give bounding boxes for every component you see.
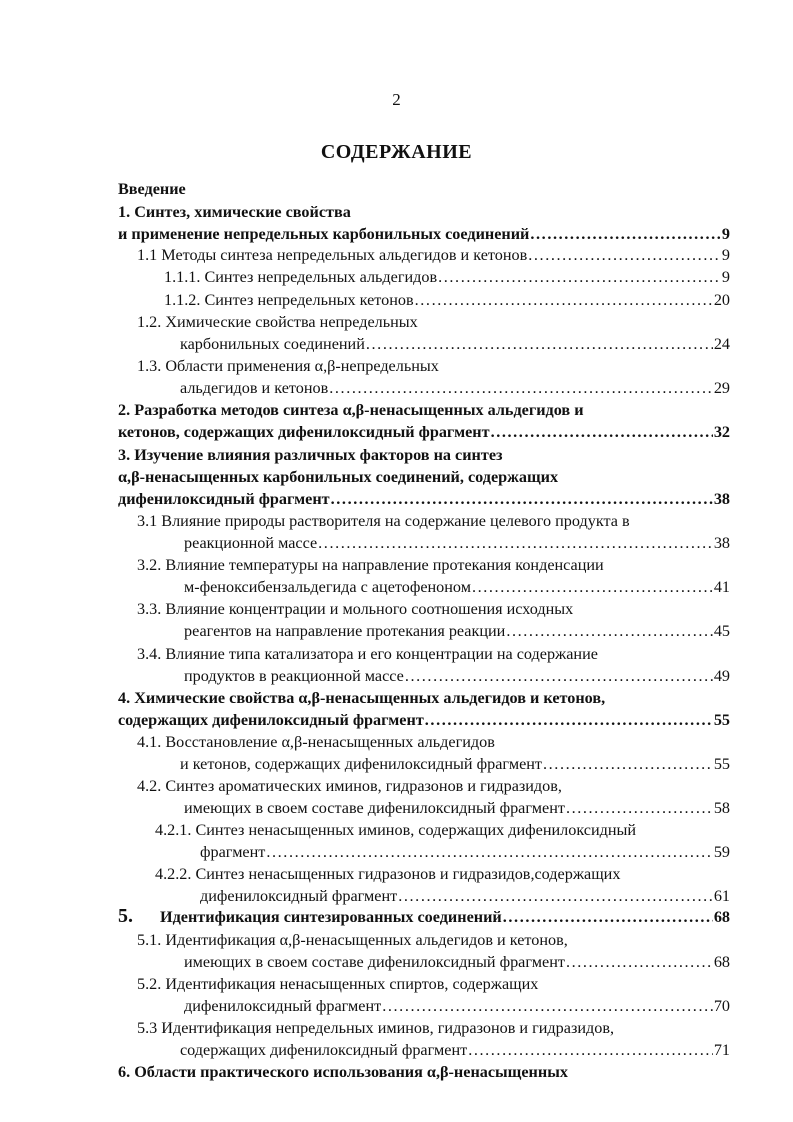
toc-page-number: 45 <box>713 622 730 640</box>
toc-entry <box>180 753 730 775</box>
toc-page-number: 20 <box>713 291 730 309</box>
toc-line <box>0 266 793 288</box>
toc-entry <box>164 266 730 288</box>
toc-entry-title: 4.1. Восстановление α,β-ненасыщенных альдегидов <box>137 733 495 751</box>
toc-entry-title: содержащих дифенилоксидный фрагмент <box>180 1041 468 1059</box>
toc-entry-title: 2. Разработка методов синтеза α,β-ненасыщенных альдегидов и <box>118 401 584 419</box>
toc-page-number: 68 <box>713 908 730 926</box>
toc-chapter-number: 5. <box>118 905 133 927</box>
toc-line <box>0 709 793 731</box>
toc-line <box>0 421 793 443</box>
toc-entry-title: фрагмент <box>200 843 266 861</box>
toc-line <box>0 929 793 951</box>
toc-entry-title: 4.2.2. Синтез ненасыщенных гидразонов и гидразидов,содержащих <box>155 865 621 883</box>
toc-dot-leader <box>425 709 713 731</box>
toc-dot-leader <box>438 266 721 288</box>
toc-entry-title: м-феноксибензальдегида с ацетофеноном <box>184 578 471 596</box>
toc-dot-leader <box>530 223 721 245</box>
toc-entry <box>118 421 730 443</box>
toc-dot-leader <box>329 377 713 399</box>
toc-entry <box>137 244 730 266</box>
toc-entry <box>184 665 730 687</box>
toc-entry-title: кетонов, содержащих дифенилоксидный фрагмент <box>118 423 490 441</box>
toc-line <box>0 885 793 907</box>
toc-line <box>0 554 793 576</box>
toc-entry <box>180 1039 730 1061</box>
toc-entry <box>164 289 730 311</box>
toc-entry <box>200 885 730 907</box>
toc-dot-leader <box>415 289 713 311</box>
toc-dot-leader <box>468 1039 713 1061</box>
toc-page-number: 9 <box>721 268 730 286</box>
toc-entry-title: 5.2. Идентификация ненасыщенных спиртов, содержащих <box>137 975 539 993</box>
toc-line <box>0 753 793 775</box>
toc-page-number: 55 <box>713 755 730 773</box>
toc-line <box>0 598 793 620</box>
toc-entry <box>180 377 730 399</box>
toc-line <box>0 178 793 200</box>
toc-page-number: 70 <box>713 997 730 1015</box>
toc-entry-title: 1.2. Химические свойства непредельных <box>137 313 418 331</box>
toc-entry <box>184 797 730 819</box>
toc-line <box>0 1039 793 1061</box>
toc-entry <box>184 576 730 598</box>
toc-line <box>0 620 793 642</box>
toc-line <box>0 665 793 687</box>
toc-dot-leader <box>491 421 713 443</box>
toc-dot-leader <box>382 995 713 1017</box>
toc-line <box>0 466 793 488</box>
toc-entry-title: Идентификация синтезированных соединений <box>160 908 502 926</box>
toc-page-number: 9 <box>721 225 730 243</box>
toc-entry-title: карбонильных соединений <box>180 335 365 353</box>
toc-line <box>0 775 793 797</box>
toc-entry <box>200 841 730 863</box>
toc-dot-leader <box>503 906 713 928</box>
toc-entry-title: дифенилоксидный фрагмент <box>118 490 330 508</box>
toc-page-number: 32 <box>713 423 730 441</box>
toc-page-number: 38 <box>713 490 730 508</box>
toc-entry-title: и кетонов, содержащих дифенилоксидный фрагмент <box>180 755 542 773</box>
toc-page-number: 38 <box>713 534 730 552</box>
toc-dot-leader <box>398 885 713 907</box>
toc-entry-title: 1.3. Области применения α,β-непредельных <box>137 357 439 375</box>
toc-entry-title: 1.1 Методы синтеза непредельных альдегидов и кетонов <box>137 246 528 264</box>
toc-dot-leader <box>266 841 712 863</box>
toc-page-number: 59 <box>713 843 730 861</box>
toc-dot-leader <box>366 333 713 355</box>
toc-line <box>0 1061 793 1083</box>
toc-line <box>0 399 793 421</box>
toc-entry-title: 3.1 Влияние природы растворителя на содержание целевого продукта в <box>137 512 630 530</box>
toc-page-number: 55 <box>713 711 730 729</box>
toc-dot-leader <box>506 620 712 642</box>
toc-entry-title: дифенилоксидный фрагмент <box>200 887 398 905</box>
toc-line <box>0 819 793 841</box>
toc-line <box>0 995 793 1017</box>
toc-page-number: 49 <box>713 667 730 685</box>
toc-entry-title: 4.2. Синтез ароматических иминов, гидразонов и гидразидов, <box>137 777 562 795</box>
toc-line <box>0 201 793 223</box>
toc-entry-title: 3. Изучение влияния различных факторов на синтез <box>118 446 503 464</box>
toc-entry-title: α,β-ненасыщенных карбонильных соединений, содержащих <box>118 468 559 486</box>
toc-line <box>0 973 793 995</box>
toc-entry-title: 5.1. Идентификация α,β-ненасыщенных альдегидов и кетонов, <box>137 931 568 949</box>
toc-line <box>0 444 793 466</box>
toc-line <box>0 311 793 333</box>
toc-page-number: 61 <box>713 887 730 905</box>
page-number: 2 <box>392 90 401 109</box>
toc-entry-title: 6. Области практического использования α,β-ненасыщенных <box>118 1063 568 1081</box>
toc-line <box>0 244 793 266</box>
toc-entry-title: 1.1.1. Синтез непредельных альдегидов <box>164 268 438 286</box>
toc-entry-title: 1. Синтез, химические свойства <box>118 203 351 221</box>
toc-page-number: 71 <box>713 1041 730 1059</box>
toc-line <box>0 841 793 863</box>
toc-line <box>0 377 793 399</box>
toc-dot-leader <box>472 576 713 598</box>
toc-entry <box>184 532 730 554</box>
toc-dot-leader <box>405 665 713 687</box>
toc-entry <box>184 951 730 973</box>
toc-line <box>0 797 793 819</box>
toc-line <box>0 1017 793 1039</box>
toc-entry-title: 3.4. Влияние типа катализатора и его концентрации на содержание <box>137 645 598 663</box>
toc-line <box>0 223 793 245</box>
toc-entry <box>180 333 730 355</box>
toc-entry <box>184 995 730 1017</box>
toc-line <box>0 906 793 928</box>
toc-entry-title: 3.2. Влияние температуры на направление протекания конденсации <box>137 556 604 574</box>
toc-entry-title: 4.2.1. Синтез ненасыщенных иминов, содержащих дифенилоксидный <box>155 821 637 839</box>
toc-dot-leader <box>318 532 713 554</box>
toc-entry-title: Введение <box>118 180 186 198</box>
toc-page-number: 24 <box>713 335 730 353</box>
toc-page-number: 68 <box>713 953 730 971</box>
toc-line <box>0 355 793 377</box>
toc-entry-title: дифенилоксидный фрагмент <box>184 997 382 1015</box>
toc-page-number: 41 <box>713 578 730 596</box>
toc-entry <box>184 620 730 642</box>
toc-line <box>0 687 793 709</box>
toc-entry-title: альдегидов и кетонов <box>180 379 329 397</box>
toc-dot-leader <box>566 797 713 819</box>
toc-entry-title: содержащих дифенилоксидный фрагмент <box>118 711 424 729</box>
toc-line <box>0 532 793 554</box>
toc-entry-title: реакционной массе <box>184 534 318 552</box>
toc-entry-title: и применение непредельных карбонильных соединений <box>118 225 530 243</box>
toc-heading: СОДЕРЖАНИЕ <box>320 141 473 163</box>
toc-line <box>0 488 793 510</box>
toc-line <box>0 510 793 532</box>
toc-line <box>0 289 793 311</box>
toc-line <box>0 576 793 598</box>
toc-entry <box>160 906 730 928</box>
toc-entry-title: 1.1.2. Синтез непредельных кетонов <box>164 291 414 309</box>
toc-dot-leader <box>331 488 713 510</box>
toc-line <box>0 731 793 753</box>
toc-line <box>0 863 793 885</box>
toc-entry <box>118 223 730 245</box>
toc-page-number: 29 <box>713 379 730 397</box>
toc-line <box>0 333 793 355</box>
toc-page-number: 9 <box>721 246 730 264</box>
toc-line <box>0 643 793 665</box>
toc-entry-title: реагентов на направление протекания реакции <box>184 622 506 640</box>
toc-dot-leader <box>543 753 713 775</box>
toc-entry <box>118 709 730 731</box>
toc-entry-title: продуктов в реакционной массе <box>184 667 404 685</box>
toc-line <box>0 951 793 973</box>
toc-entry-title: имеющих в своем составе дифенилоксидный фрагмент <box>184 799 565 817</box>
toc-page-number: 58 <box>713 799 730 817</box>
toc-dot-leader <box>566 951 713 973</box>
toc-entry-title: 4. Химические свойства α,β-ненасыщенных альдегидов и кетонов, <box>118 689 606 707</box>
toc-entry-title: 5.3 Идентификация непредельных иминов, гидразонов и гидразидов, <box>137 1019 615 1037</box>
toc-entry <box>118 488 730 510</box>
toc-entry-title: 3.3. Влияние концентрации и мольного соотношения исходных <box>137 600 574 618</box>
toc-dot-leader <box>528 244 721 266</box>
toc-entry-title: имеющих в своем составе дифенилоксидный фрагмент <box>184 953 565 971</box>
